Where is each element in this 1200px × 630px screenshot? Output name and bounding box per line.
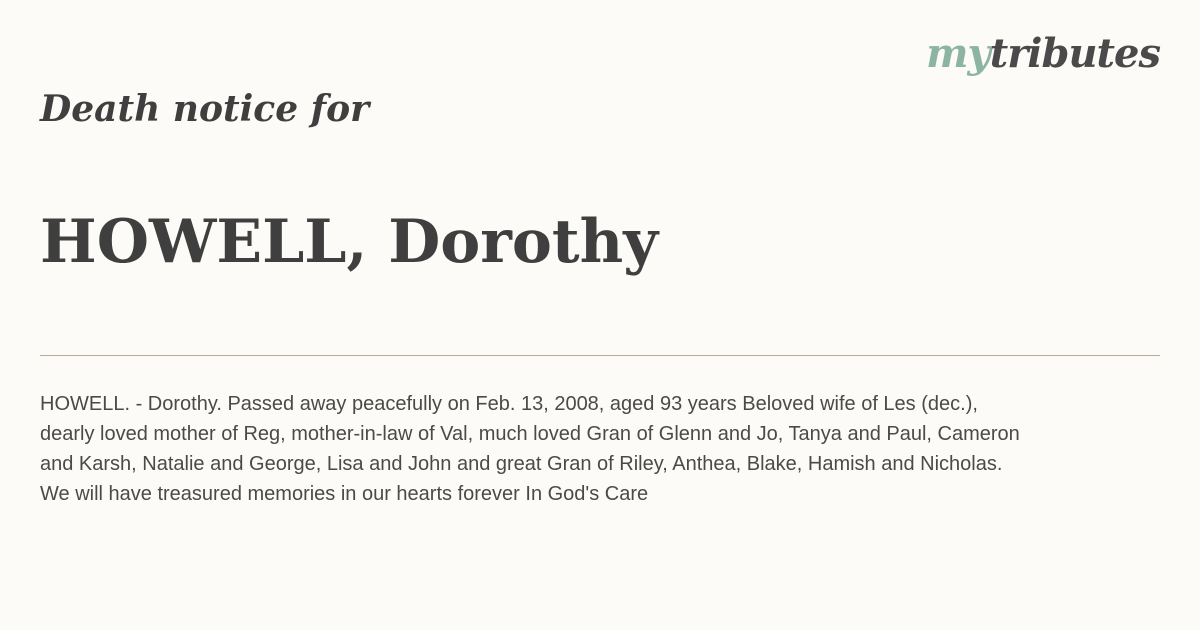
notice-line: dearly loved mother of Reg, mother-in-law of Val, much loved Gran of Glenn and Jo, Tanya and Paul, Cameron (40, 423, 1020, 445)
notice-line: HOWELL. - Dorothy. Passed away peacefully on Feb. 13, 2008, aged 93 years Beloved wife of Les (dec.), (40, 393, 978, 415)
logo-text-tributes: tributes (989, 30, 1160, 77)
mytributes-logo[interactable] (926, 30, 1160, 77)
death-notice-text (40, 389, 1170, 509)
page-subtitle: Death notice for (40, 88, 370, 130)
deceased-name: HOWELL, Dorothy (40, 207, 659, 277)
notice-line: We will have treasured memories in our hearts forever In God's Care (40, 483, 649, 505)
divider (40, 355, 1160, 356)
notice-line: and Karsh, Natalie and George, Lisa and John and great Gran of Riley, Anthea, Blake, Hamish and Nicholas. (40, 453, 1003, 475)
logo-text-my: my (926, 30, 990, 77)
